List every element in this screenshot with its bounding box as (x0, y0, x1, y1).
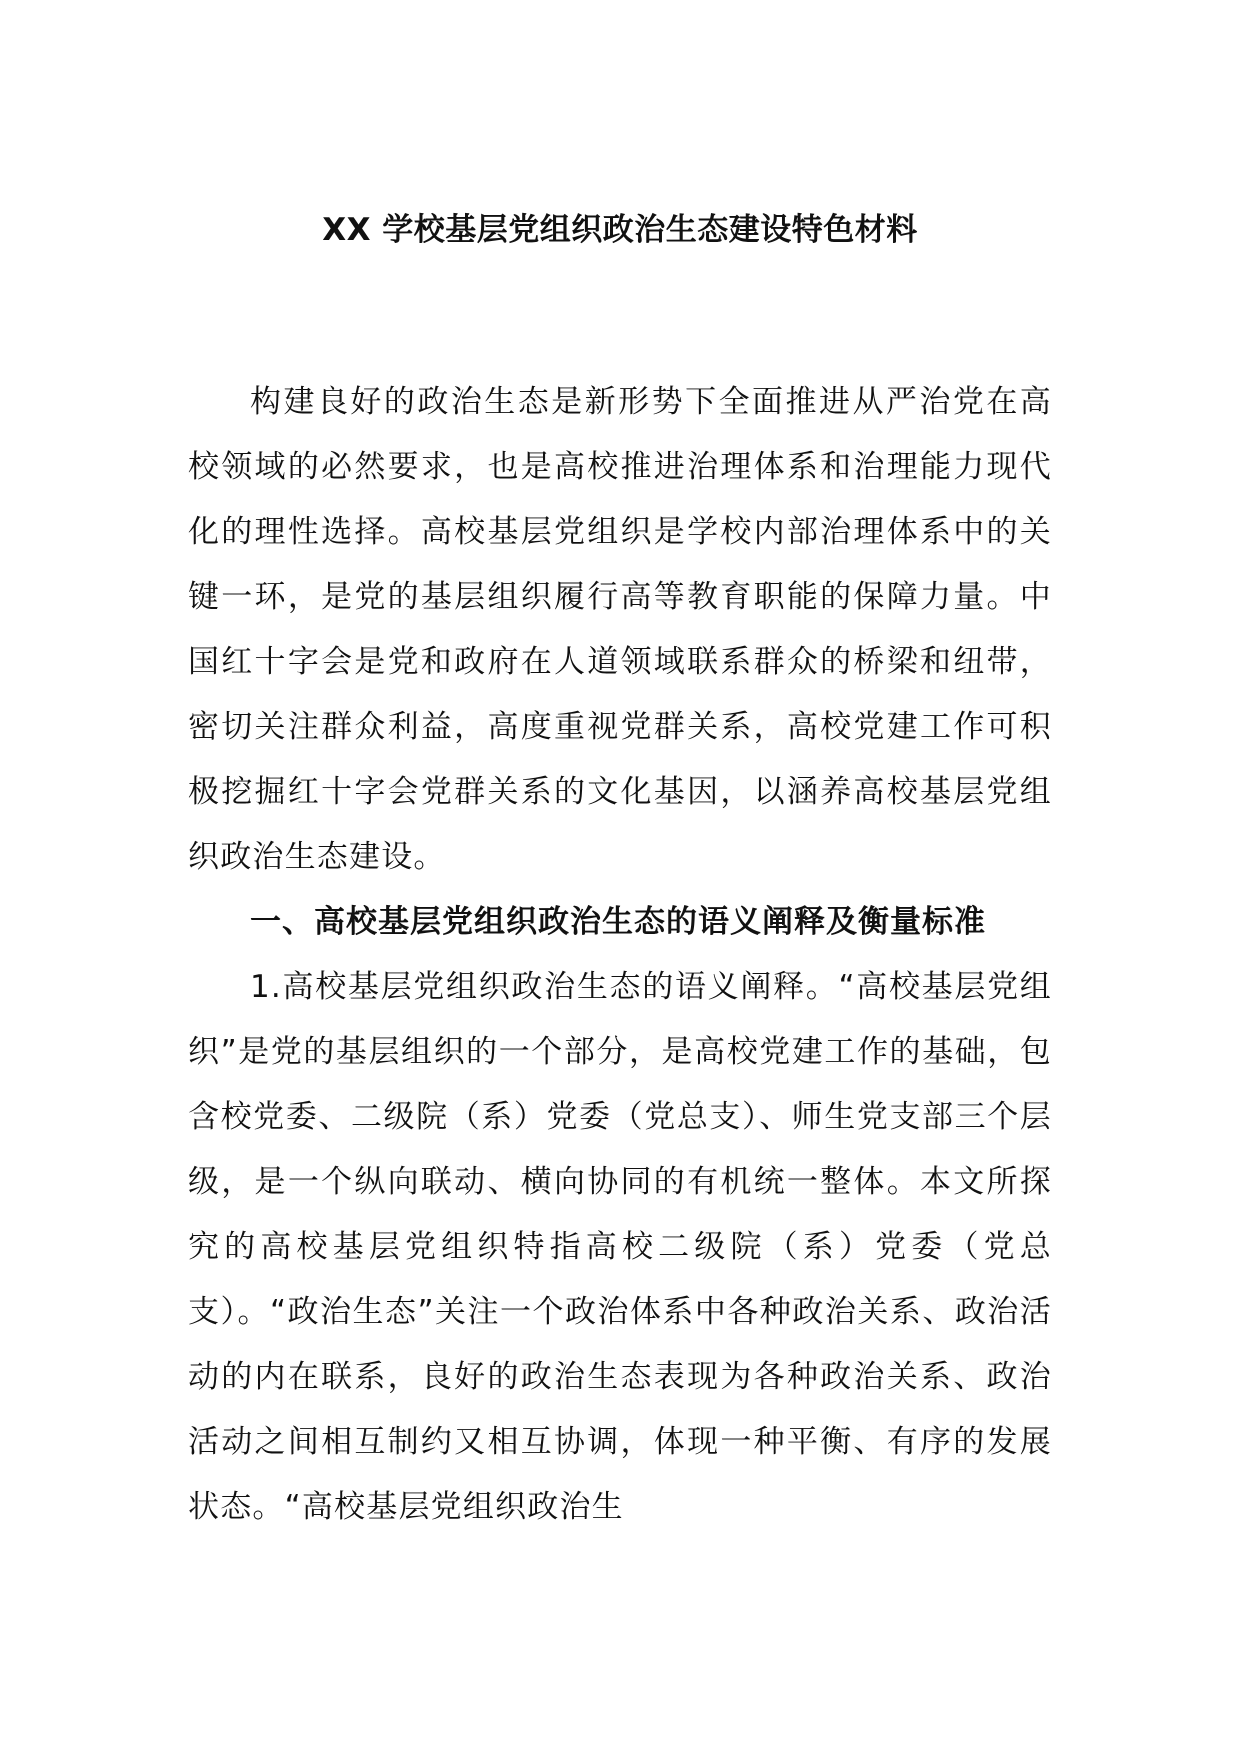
document-title: XX 学校基层党组织政治生态建设特色材料 (322, 212, 918, 248)
intro-paragraph: 构建良好的政治生态是新形势下全面推进从严治党在高校领域的必然要求，也是高校推进治理体系和治理能力现代化的理性选择。高校基层党组织是学校内部治理体系中的关键一环，是党的基层组织履行高等教育职能的保障力量。中国红十字会是党和政府在人道领域联系群众的桥梁和纽带，密切关注群众利益，高度重视党群关系，高校党建工作可积极挖掘红十字会党群关系的文化基因，以涵养高校基层党组织政治生态建设。 (188, 384, 1052, 875)
document-body (188, 370, 1052, 1540)
section-paragraph: 1.高校基层党组织政治生态的语义阐释。“高校基层党组织”是党的基层组织的一个部分，是高校党建工作的基础，包含校党委、二级院（系）党委（党总支）、师生党支部三个层级，是一个纵向联动、横向协同的有机统一整体。本文所探究的高校基层党组织特指高校二级院（系）党委（党总支）。“政治生态”关注一个政治体系中各种政治关系、政治活动的内在联系，良好的政治生态表现为各种政治关系、政治活动之间相互制约又相互协调，体现一种平衡、有序的发展状态。“高校基层党组织政治生 (188, 969, 1052, 1525)
section-heading: 一、高校基层党组织政治生态的语义阐释及衡量标准 (250, 904, 986, 940)
